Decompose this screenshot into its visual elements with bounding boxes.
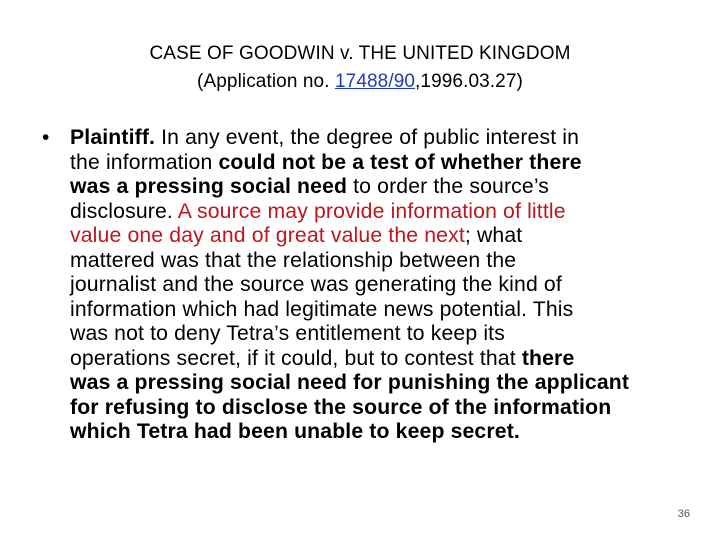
bullet-icon: • xyxy=(42,126,50,149)
text-line xyxy=(70,420,690,445)
bold-text: was a pressing social need for punishing the applicant xyxy=(70,371,630,394)
plain-text: disclosure. xyxy=(70,199,178,223)
plain-text: information which had legitimate news potential. This xyxy=(70,297,574,321)
bold-text: for refusing to disclose the source of the information xyxy=(70,395,612,419)
plain-text: to order the source’s xyxy=(347,175,550,198)
plain-text: operations secret, if it could, but to contest that xyxy=(70,346,522,370)
bold-text: was a pressing social need xyxy=(70,175,348,198)
plain-text: ; what xyxy=(464,224,523,247)
plain-text: In any event, the degree of public interest in xyxy=(155,126,580,149)
text-line xyxy=(70,224,690,249)
plain-text: was not to deny Tetra’s entitlement to keep its xyxy=(70,322,505,345)
bold-text: Plaintiff. xyxy=(70,126,156,149)
text-line xyxy=(70,200,690,225)
application-number-link[interactable]: 17488/90 xyxy=(334,71,416,92)
plain-text: the information xyxy=(70,150,219,174)
red-emphasis-text: value one day and of great value the next xyxy=(70,224,465,247)
text-line xyxy=(70,322,690,347)
plain-text: journalist and the source was generating the kind of xyxy=(70,273,562,296)
slide-title xyxy=(0,40,720,96)
text-line xyxy=(70,175,690,200)
title-line-2-prefix: (Application no. xyxy=(197,71,335,92)
bold-text: which Tetra had been unable to keep secret. xyxy=(70,420,520,443)
title-line-1: CASE OF GOODWIN v. THE UNITED KINGDOM xyxy=(149,43,571,64)
title-line-2 xyxy=(0,68,720,96)
text-line xyxy=(70,126,690,151)
title-line-2-suffix: ,1996.03.27) xyxy=(415,71,523,92)
bold-text: could not be a test of whether there xyxy=(218,150,582,174)
bold-text: there xyxy=(521,346,575,370)
text-line xyxy=(70,151,690,176)
text-line xyxy=(70,371,690,396)
text-line xyxy=(70,249,690,274)
text-line xyxy=(70,298,690,323)
text-line xyxy=(70,347,690,372)
text-line xyxy=(70,396,690,421)
plain-text: mattered was that the relationship between the xyxy=(70,248,517,272)
red-emphasis-text: A source may provide information of little xyxy=(177,199,566,223)
text-line xyxy=(70,273,690,298)
page-number: 36 xyxy=(677,508,690,520)
bullet-text xyxy=(70,126,690,445)
